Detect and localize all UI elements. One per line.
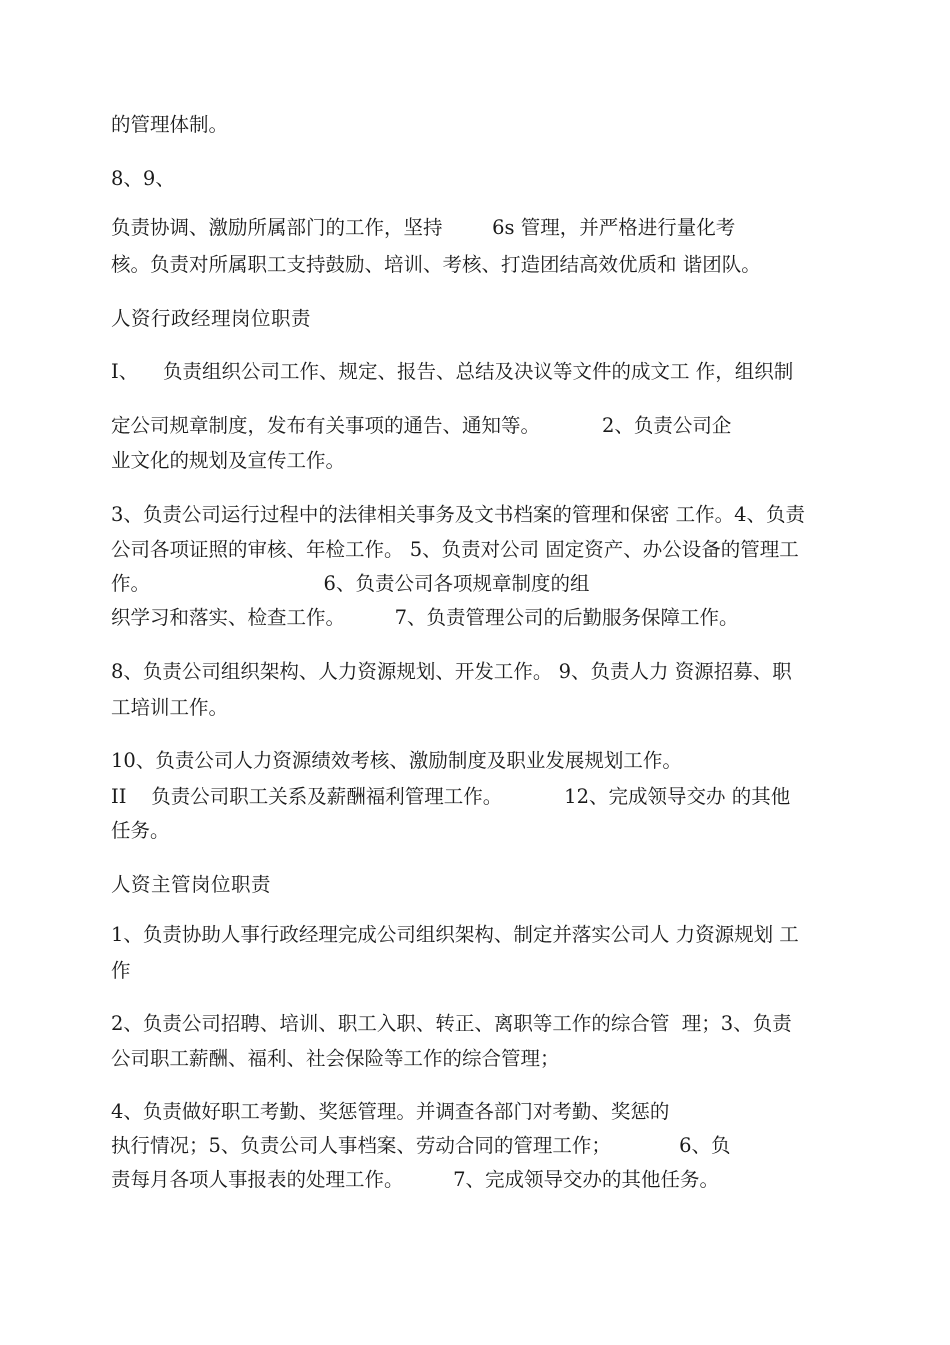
paragraph-line: 2、负责公司招聘、培训、职工入职、转正、离职等工作的综合管 理；3、负责 — [111, 1012, 792, 1035]
paragraph-line: 公司职工薪酬、福利、社会保险等工作的综合管理； — [111, 1047, 560, 1070]
paragraph-line: 织学习和落实、检查工作。 7、负责管理公司的后勤服务保障工作。 — [111, 606, 739, 629]
paragraph-line: 作。 6、负责公司各项规章制度的组 — [111, 572, 590, 595]
paragraph-line: 责每月各项人事报表的处理工作。 7、完成领导交办的其他任务。 — [111, 1168, 719, 1191]
paragraph-line: 负责协调、激励所属部门的工作，坚持 6s 管理，并严格进行量化考 — [111, 216, 736, 239]
paragraph-line: 公司各项证照的审核、年检工作。 5、负责对公司 固定资产、办公设备的管理工 — [111, 538, 799, 561]
paragraph-line: 4、负责做好职工考勤、奖惩管理。并调查各部门对考勤、奖惩的 — [111, 1100, 670, 1123]
paragraph-line: 作 — [111, 959, 131, 982]
paragraph-line: 10、负责公司人力资源绩效考核、激励制度及职业发展规划工作。 — [111, 749, 682, 772]
paragraph-line: 任务。 — [111, 819, 170, 842]
paragraph-line: 定公司规章制度，发布有关事项的通告、通知等。 2、负责公司企 — [111, 414, 732, 437]
section-heading: 人资行政经理岗位职责 — [111, 307, 312, 330]
paragraph-line: 执行情况；5、负责公司人事档案、劳动合同的管理工作； 6、负 — [111, 1134, 731, 1157]
paragraph-line: I、 负责组织公司工作、规定、报告、总结及决议等文件的成文工 作，组织制 — [111, 360, 794, 383]
paragraph-line: 3、负责公司运行过程中的法律相关事务及文书档案的管理和保密 工作。4、负责 — [111, 503, 806, 526]
section-heading: 人资主管岗位职责 — [111, 873, 272, 896]
paragraph-line: 的管理体制。 — [111, 113, 229, 136]
paragraph-line: 1、负责协助人事行政经理完成公司组织架构、制定并落实公司人 力资源规划 工 — [111, 923, 799, 946]
paragraph-line: II 负责公司职工关系及薪酬福利管理工作。 12、完成领导交办 的其他 — [111, 785, 791, 808]
paragraph-line: 8、9、 — [111, 167, 175, 190]
paragraph-line: 核。负责对所属职工支持鼓励、培训、考核、打造团结高效优质和 谐团队。 — [111, 253, 761, 276]
paragraph-line: 业文化的规划及宣传工作。 — [111, 449, 346, 472]
paragraph-line: 工培训工作。 — [111, 696, 229, 719]
paragraph-line: 8、负责公司组织架构、人力资源规划、开发工作。 9、负责人力 资源招募、职 — [111, 660, 792, 683]
